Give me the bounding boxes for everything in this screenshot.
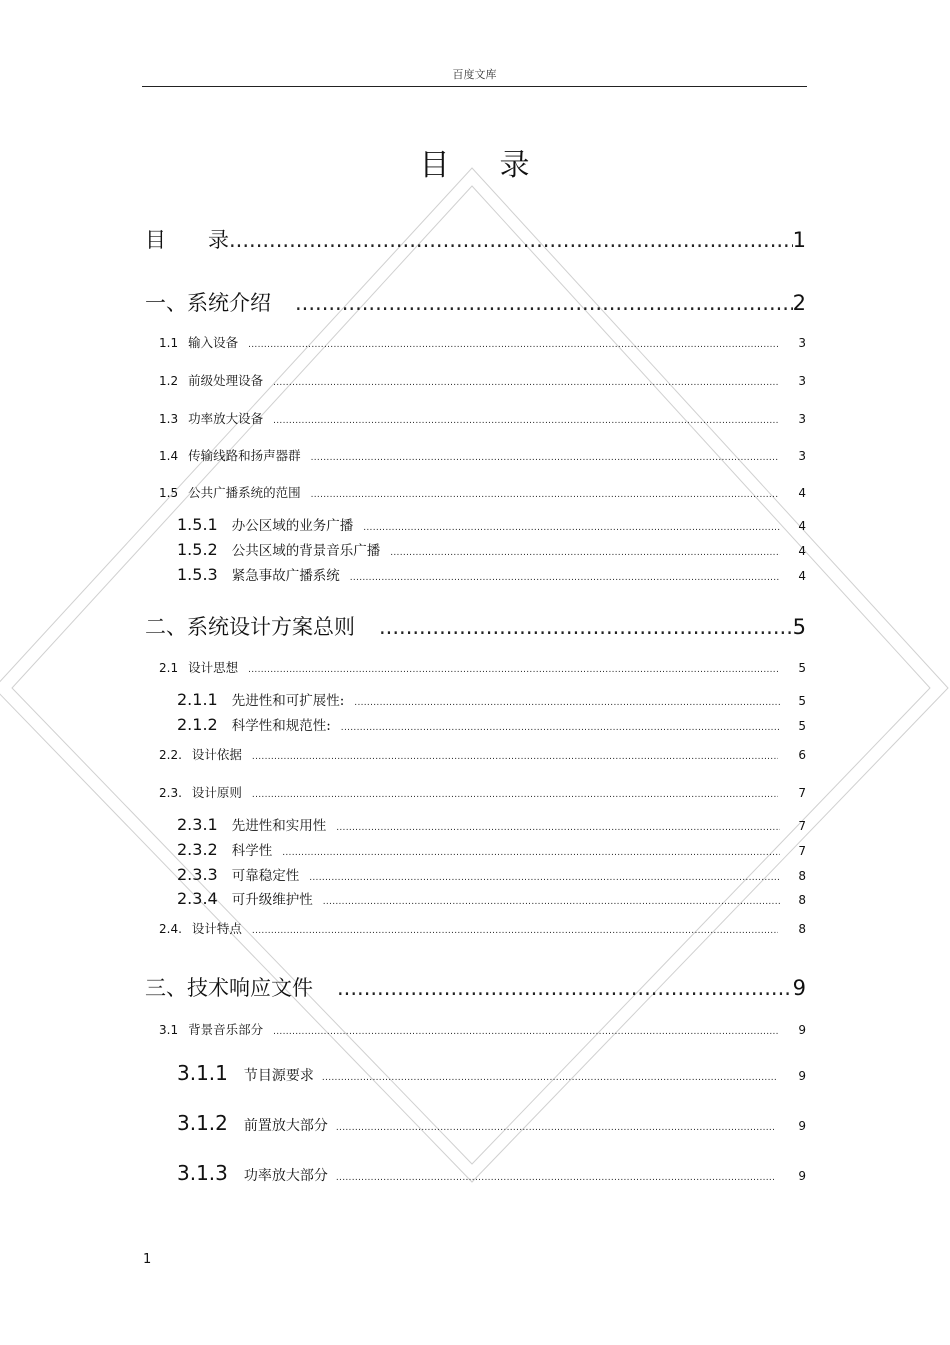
- toc-entry[interactable]: [159, 1020, 806, 1038]
- toc-entry[interactable]: [177, 1061, 806, 1085]
- page-title: 目录: [419, 148, 580, 183]
- toc-entry-number: 2.3.4: [177, 889, 218, 908]
- toc-dot-leader: [252, 790, 778, 800]
- toc-dot-leader: [273, 416, 778, 426]
- toc-entry[interactable]: [177, 814, 806, 834]
- toc-entry-page: 1: [792, 228, 806, 252]
- toc-entry-label: 可升级维护性: [231, 892, 313, 908]
- toc-dot-leader: [282, 848, 780, 858]
- toc-entry-label: 前置放大部分: [243, 1118, 328, 1134]
- toc-entry-page: 9: [798, 1069, 806, 1083]
- toc-entry-number: 3.1.1: [177, 1061, 228, 1085]
- toc-entry-label: 办公区域的业务广播: [231, 518, 354, 534]
- toc-entry[interactable]: [177, 1161, 806, 1185]
- toc-entry-label: 先进性和可扩展性:: [231, 693, 345, 709]
- toc-entry-label: 一、系统介绍: [145, 291, 271, 315]
- toc-entry[interactable]: [159, 745, 806, 763]
- page-header: 百度文库: [142, 66, 807, 87]
- toc-entry-page: 7: [798, 819, 806, 833]
- toc-dot-leader: [273, 1027, 778, 1037]
- toc-entry-page: 3: [798, 336, 806, 350]
- toc-entry-label: 设计思想: [188, 660, 239, 675]
- toc-entry-page: 3: [798, 412, 806, 426]
- toc-dot-leader: [252, 752, 778, 762]
- toc-entry-number: 1.2: [159, 374, 179, 388]
- toc-entry-page: 4: [798, 569, 806, 583]
- toc-entry-number: 1.5: [159, 486, 179, 500]
- toc-entry-label: 公共广播系统的范围: [188, 485, 301, 500]
- toc-entry-label: 公共区域的背景音乐广播: [231, 543, 381, 559]
- toc-entry-page: 5: [798, 661, 806, 675]
- toc-entry-label: 紧急事故广播系统: [231, 568, 340, 584]
- toc-entry[interactable]: [159, 371, 806, 389]
- toc-entry[interactable]: [145, 287, 806, 317]
- toc-dot-leader: [363, 523, 780, 533]
- toc-entry-number: 2.1: [159, 661, 179, 675]
- toc-entry-number: 3.1.2: [177, 1111, 228, 1135]
- toc-entry[interactable]: [145, 224, 806, 254]
- toc-dot-leader: [322, 1073, 776, 1083]
- toc-entry-number: 3.1.3: [177, 1161, 228, 1185]
- toc-entry-page: 8: [798, 869, 806, 883]
- toc-entry-page: 4: [798, 486, 806, 500]
- toc-entry-page: 7: [798, 844, 806, 858]
- toc-entry-page: 4: [798, 544, 806, 558]
- toc-entry[interactable]: [177, 514, 806, 534]
- toc-entry-label: 前级处理设备: [188, 373, 264, 388]
- toc-dot-leader: [336, 1123, 776, 1133]
- toc-entry-page: 9: [792, 976, 806, 1000]
- toc-entry[interactable]: [159, 919, 806, 937]
- toc-entry[interactable]: [177, 714, 806, 734]
- toc-entry[interactable]: [159, 446, 806, 464]
- toc-dot-leader: [252, 926, 778, 936]
- toc-entry-page: 3: [798, 449, 806, 463]
- toc-entry-label: 节目源要求: [243, 1068, 314, 1084]
- toc-entry-number: 2.3.3: [177, 865, 218, 884]
- toc-entry-page: 6: [798, 748, 806, 762]
- toc-entry-page: 7: [798, 786, 806, 800]
- toc-dot-leader: [273, 378, 778, 388]
- toc-dot-leader: [350, 573, 781, 583]
- toc-dot-leader: [311, 453, 779, 463]
- toc-entry-number: 1.1: [159, 336, 179, 350]
- toc-entry-page: 2: [792, 291, 806, 315]
- toc-entry-label: 功率放大部分: [243, 1168, 328, 1184]
- toc-entry-label: 科学性和规范性:: [231, 718, 331, 734]
- page-number: 1: [143, 1252, 152, 1267]
- toc-entry-number: 1.5.2: [177, 540, 218, 559]
- toc-entry-number: 1.5.1: [177, 515, 218, 534]
- toc-entry-label: 可靠稳定性: [231, 868, 300, 884]
- toc-dot-leader: [337, 976, 793, 1000]
- toc-entry-page: 9: [798, 1023, 806, 1037]
- toc-entry-page: 5: [792, 615, 806, 639]
- toc-entry[interactable]: [145, 611, 806, 641]
- toc-entry-label: 设计特点: [191, 921, 242, 936]
- toc-dot-leader: [336, 1173, 776, 1183]
- toc-entry[interactable]: [177, 839, 806, 859]
- toc-dot-leader: [336, 823, 780, 833]
- toc-entry[interactable]: [177, 564, 806, 584]
- toc-entry-label: 设计依据: [191, 747, 242, 762]
- toc-dot-leader: [309, 873, 780, 883]
- toc-entry-page: 5: [798, 719, 806, 733]
- toc-entry-page: 3: [798, 374, 806, 388]
- toc-entry-page: 9: [798, 1169, 806, 1183]
- toc-entry-label: 科学性: [231, 843, 273, 859]
- toc-dot-leader: [248, 665, 778, 675]
- toc-entry-page: 9: [798, 1119, 806, 1133]
- toc-entry[interactable]: [177, 888, 806, 908]
- toc-entry-number: 1.4: [159, 449, 179, 463]
- toc-entry[interactable]: [159, 783, 806, 801]
- toc-entry-label: 输入设备: [188, 335, 239, 350]
- toc-dot-leader: [341, 723, 781, 733]
- toc-entry-number: 3.1: [159, 1023, 179, 1037]
- toc-dot-leader: [354, 698, 780, 708]
- toc-dot-leader: [390, 548, 780, 558]
- toc-entry-number: 2.2.: [159, 748, 182, 762]
- toc-entry-page: 5: [798, 694, 806, 708]
- toc-entry[interactable]: [177, 539, 806, 559]
- toc-entry-label: 设计原则: [191, 785, 242, 800]
- toc-entry-number: 1.3: [159, 412, 179, 426]
- toc-entry-number: 2.1.2: [177, 715, 218, 734]
- toc-entry[interactable]: [159, 333, 806, 351]
- toc-entry-number: 1.5.3: [177, 565, 218, 584]
- toc-dot-leader: [295, 291, 793, 315]
- toc-entry-page: 4: [798, 519, 806, 533]
- toc-entry[interactable]: [159, 409, 806, 427]
- toc-entry-label: 背景音乐部分: [188, 1022, 264, 1037]
- toc-entry[interactable]: [159, 483, 806, 501]
- toc-entry-number: 2.4.: [159, 922, 182, 936]
- toc-entry-label: 目 录: [145, 228, 229, 252]
- toc-dot-leader: [311, 490, 779, 500]
- toc-entry-page: 8: [798, 922, 806, 936]
- toc-dot-leader: [379, 615, 793, 639]
- toc-entry-number: 2.3.: [159, 786, 182, 800]
- toc-entry-label: 二、系统设计方案总则: [145, 615, 355, 639]
- toc-entry-page: 8: [798, 893, 806, 907]
- toc-entry[interactable]: [159, 658, 806, 676]
- toc-entry-number: 2.1.1: [177, 690, 218, 709]
- toc-dot-leader: [229, 228, 793, 252]
- toc-entry-label: 功率放大设备: [188, 411, 264, 426]
- toc-entry[interactable]: [177, 1111, 806, 1135]
- toc-entry-number: 2.3.2: [177, 840, 218, 859]
- toc-entry-number: 2.3.1: [177, 815, 218, 834]
- toc-dot-leader: [323, 897, 781, 907]
- toc-entry[interactable]: [145, 972, 806, 1002]
- toc-entry[interactable]: [177, 689, 806, 709]
- toc-entry-label: 三、技术响应文件: [145, 976, 313, 1000]
- toc-entry-label: 先进性和实用性: [231, 818, 327, 834]
- toc-entry-label: 传输线路和扬声器群: [188, 448, 301, 463]
- toc-dot-leader: [248, 340, 778, 350]
- toc-entry[interactable]: [177, 864, 806, 884]
